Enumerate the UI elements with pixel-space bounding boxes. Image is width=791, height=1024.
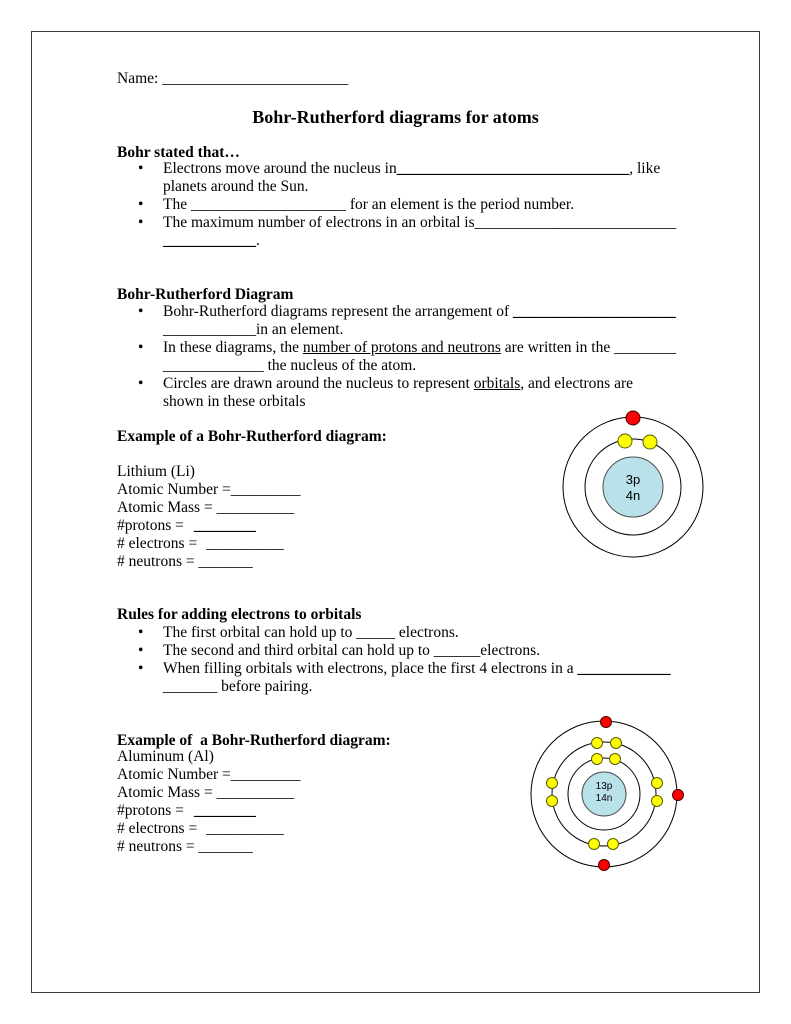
bullet-text: , and electrons are bbox=[520, 375, 633, 392]
list-item bbox=[117, 642, 671, 660]
electron-middle bbox=[592, 738, 603, 749]
bullet-text: Bohr-Rutherford diagrams represent the arrangement of bbox=[163, 303, 514, 320]
atomic-number-label: Atomic Number = bbox=[117, 481, 231, 498]
neutrons-label: # neutrons = bbox=[117, 553, 199, 570]
bullet-text: The maximum number of electrons in an orbital is bbox=[163, 214, 475, 231]
bullet-text: . bbox=[256, 232, 260, 249]
bohr-bullet-list bbox=[117, 160, 676, 250]
fill-in-blank: ____________ bbox=[163, 232, 256, 249]
aluminum-bohr-diagram bbox=[520, 710, 690, 880]
fill-in-blank: _____________________ bbox=[513, 303, 676, 320]
list-item bbox=[117, 624, 671, 642]
neutrons-blank: _______ bbox=[198, 553, 253, 570]
nucleus bbox=[603, 457, 663, 517]
nucleus-protons-label: 13p bbox=[595, 781, 613, 792]
bullet-text: Electrons move around the nucleus in bbox=[163, 160, 397, 177]
atomic-mass-blank: __________ bbox=[216, 784, 295, 801]
name-line bbox=[117, 70, 348, 88]
fill-in-blank: _____ bbox=[356, 624, 396, 641]
fill-in-blank: ____________ bbox=[163, 321, 256, 338]
atomic-mass-blank: __________ bbox=[216, 499, 295, 516]
list-item bbox=[117, 214, 676, 250]
atomic-number-blank: _________ bbox=[230, 481, 301, 498]
neutrons-blank: _______ bbox=[198, 838, 253, 855]
bullet-text: , like bbox=[629, 160, 661, 177]
electrons-blank: __________ bbox=[206, 820, 284, 837]
lithium-bohr-diagram bbox=[555, 408, 715, 568]
electron-inner bbox=[618, 434, 632, 448]
electron-outer bbox=[673, 790, 684, 801]
electron-inner bbox=[592, 754, 603, 765]
element-name: Lithium (Li) bbox=[117, 463, 195, 480]
electrons-blank: __________ bbox=[206, 535, 284, 552]
bullet-text: before pairing. bbox=[217, 678, 313, 695]
diagram-bullet-list bbox=[117, 303, 676, 411]
fill-in-blank: ______ bbox=[433, 642, 481, 659]
electrons-label: # electrons = bbox=[117, 535, 198, 552]
nucleus-neutrons-label: 4n bbox=[625, 488, 641, 503]
list-item bbox=[117, 660, 671, 696]
protons-label: #protons = bbox=[117, 802, 184, 819]
bullet-text: When filling orbitals with electrons, place the first 4 electrons in a bbox=[163, 660, 578, 677]
electron-inner bbox=[643, 435, 657, 449]
protons-label: #protons = bbox=[117, 517, 184, 534]
element-name: Aluminum (Al) bbox=[117, 748, 214, 765]
electron-outer bbox=[599, 860, 610, 871]
fill-in-blank: ________ bbox=[614, 339, 677, 356]
bullet-text: electrons. bbox=[395, 624, 459, 641]
nucleus-neutrons-label: 14n bbox=[595, 793, 613, 804]
rules-section-heading: Rules for adding electrons to orbitals bbox=[117, 606, 362, 623]
aluminum-facts bbox=[117, 748, 301, 856]
bullet-text: In these diagrams, the bbox=[163, 339, 303, 356]
fill-in-blank: _____________ bbox=[163, 357, 264, 374]
neutrons-label: # neutrons = bbox=[117, 838, 199, 855]
bullet-text: The second and third orbital can hold up to bbox=[163, 642, 434, 659]
bullet-text: The bbox=[163, 196, 191, 213]
diagram-section-heading: Bohr-Rutherford Diagram bbox=[117, 286, 294, 303]
fill-in-blank: ______________________________ bbox=[396, 160, 630, 177]
electron-middle bbox=[608, 839, 619, 850]
fill-in-blank: ____________________ bbox=[190, 196, 346, 213]
bullet-text: Circles are drawn around the nucleus to represent bbox=[163, 375, 474, 392]
bullet-text: for an element is the period number. bbox=[345, 196, 575, 213]
electron-middle bbox=[611, 738, 622, 749]
list-item bbox=[117, 375, 676, 411]
bullet-text: electrons. bbox=[480, 642, 541, 659]
bullet-text: the nucleus of the atom. bbox=[263, 357, 417, 374]
electrons-label: # electrons = bbox=[117, 820, 198, 837]
electron-middle bbox=[589, 839, 600, 850]
name-blank: ________________________ bbox=[162, 70, 349, 87]
rules-bullet-list bbox=[117, 624, 671, 696]
underlined-phrase: number of protons and neutrons bbox=[302, 339, 501, 356]
lithium-facts bbox=[117, 463, 301, 571]
page-title: Bohr-Rutherford diagrams for atoms bbox=[252, 107, 539, 127]
electron-middle bbox=[547, 796, 558, 807]
atomic-mass-label: Atomic Mass = bbox=[117, 784, 217, 801]
list-item bbox=[117, 339, 676, 375]
list-item bbox=[117, 196, 676, 214]
electron-middle bbox=[652, 778, 663, 789]
name-label: Name: bbox=[117, 70, 163, 87]
fill-in-blank: ____________ bbox=[577, 660, 671, 677]
aluminum-example-heading: Example of a Bohr-Rutherford diagram: bbox=[117, 732, 391, 749]
protons-blank: ________ bbox=[193, 802, 256, 819]
nucleus-protons-label: 3p bbox=[625, 472, 641, 487]
fill-in-blank: _______ bbox=[163, 678, 218, 695]
electron-outer bbox=[626, 411, 640, 425]
electron-middle bbox=[547, 778, 558, 789]
bullet-text: The first orbital can hold up to bbox=[163, 624, 357, 641]
list-item bbox=[117, 303, 676, 339]
bullet-text: in an element. bbox=[256, 321, 344, 338]
bullet-text: are written in the bbox=[500, 339, 615, 356]
bullet-text: shown in these orbitals bbox=[163, 393, 306, 410]
fill-in-blank: __________________________ bbox=[474, 214, 677, 231]
electron-inner bbox=[610, 754, 621, 765]
electron-outer bbox=[601, 717, 612, 728]
atomic-number-blank: _________ bbox=[230, 766, 301, 783]
electron-middle bbox=[652, 796, 663, 807]
atomic-mass-label: Atomic Mass = bbox=[117, 499, 217, 516]
bullet-text: planets around the Sun. bbox=[163, 178, 309, 195]
atomic-number-label: Atomic Number = bbox=[117, 766, 231, 783]
underlined-phrase: orbitals bbox=[473, 375, 521, 392]
list-item bbox=[117, 160, 676, 196]
bohr-section-heading: Bohr stated that… bbox=[117, 144, 240, 161]
lithium-example-heading: Example of a Bohr-Rutherford diagram: bbox=[117, 428, 387, 445]
protons-blank: ________ bbox=[193, 517, 256, 534]
